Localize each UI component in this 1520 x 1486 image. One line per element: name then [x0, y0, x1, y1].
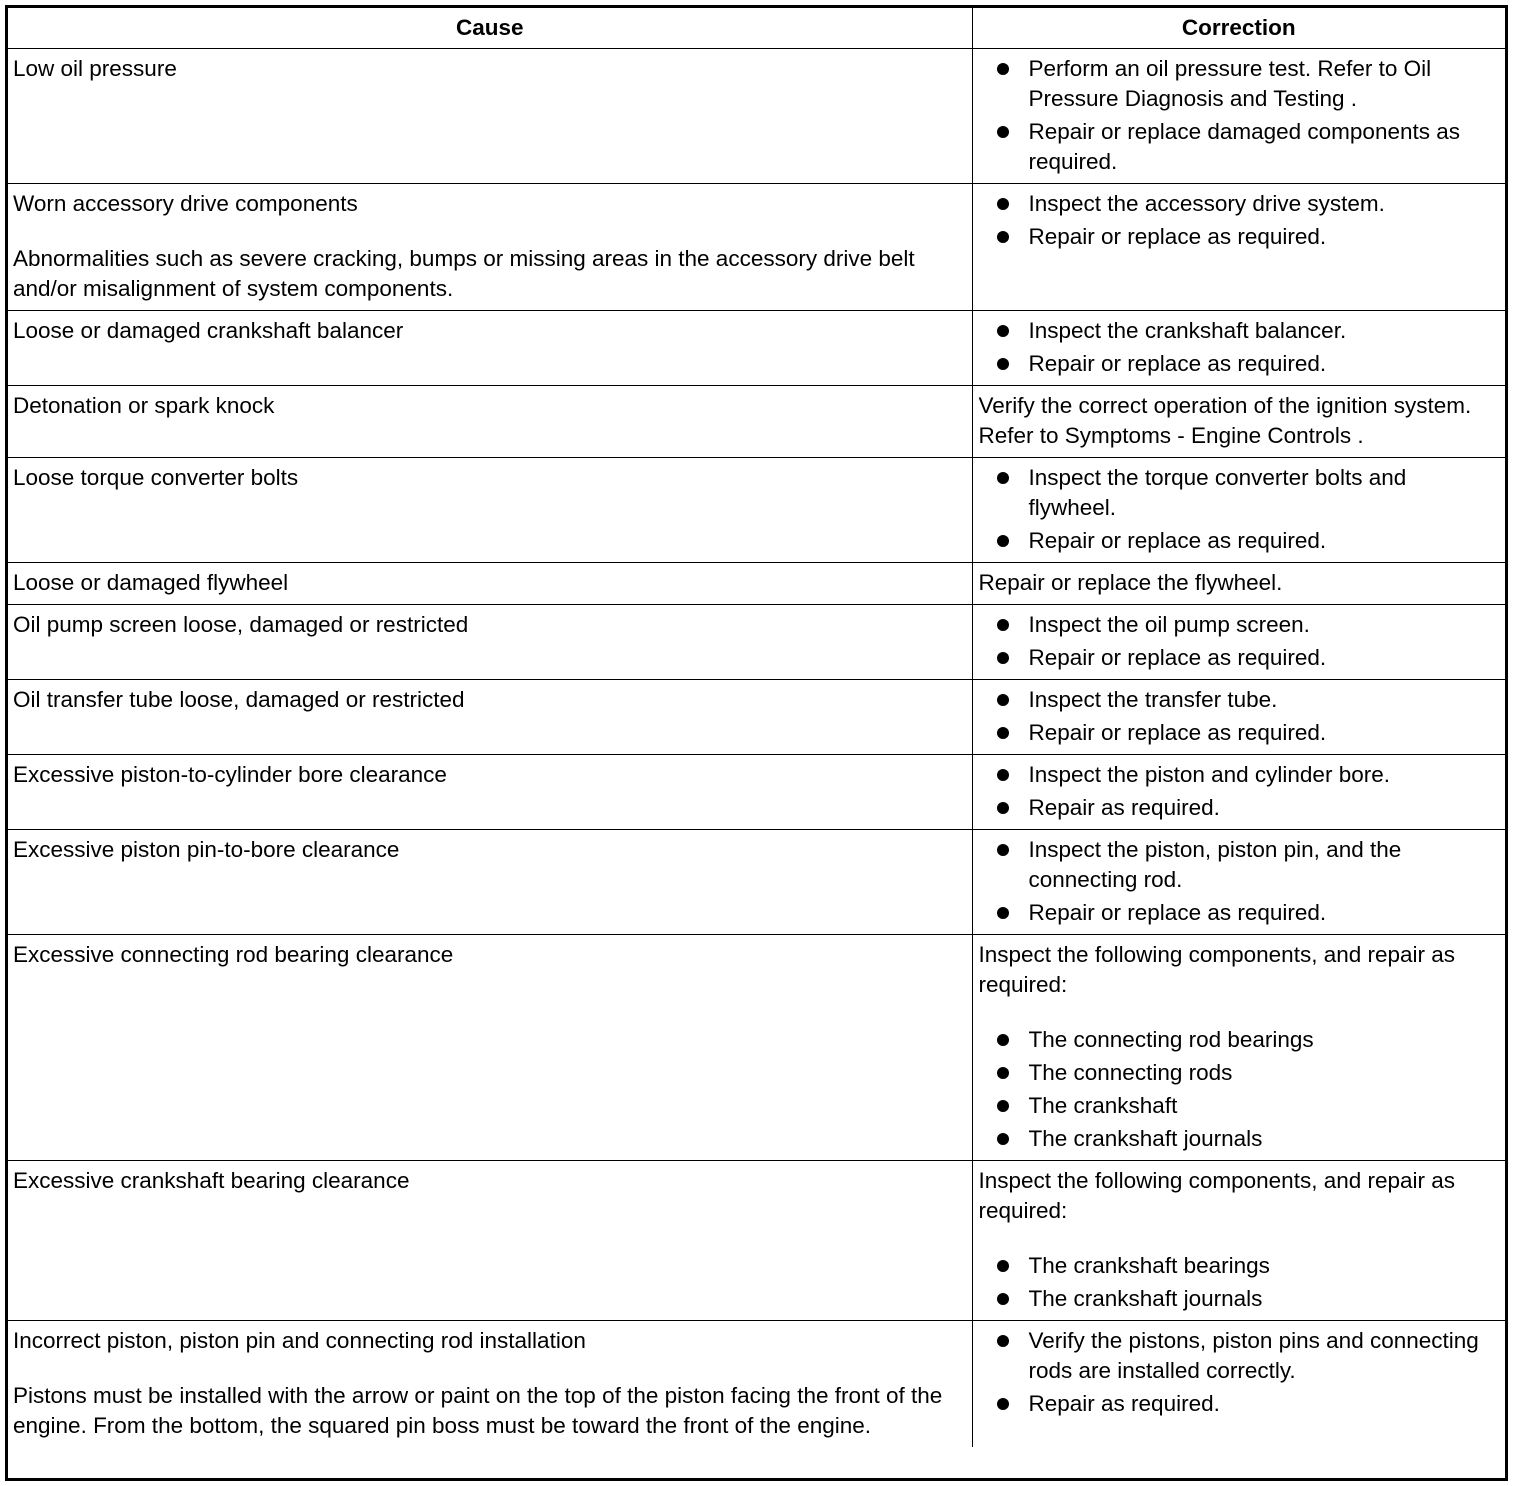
bullet-icon — [997, 1034, 1009, 1046]
list-item-text: Repair as required. — [1028, 795, 1220, 820]
diagnostic-table-frame — [5, 5, 1508, 1481]
list-item — [979, 685, 1500, 715]
list-item-text: Perform an oil pressure test. Refer to Oil Pressure Diagnosis and Testing . — [1028, 56, 1432, 111]
cause-title: Excessive crankshaft bearing clearance — [13, 1168, 410, 1193]
list-item-text: The crankshaft journals — [1028, 1286, 1263, 1311]
list-item — [979, 1058, 1500, 1088]
table-row — [8, 184, 1505, 311]
list-item — [979, 463, 1500, 523]
list-item — [979, 1251, 1500, 1281]
list-item — [979, 117, 1500, 177]
list-item-text: Inspect the piston, piston pin, and the connecting rod. — [1028, 837, 1402, 892]
list-item — [979, 1124, 1500, 1154]
cause-column-header: Cause — [8, 8, 972, 49]
list-item — [979, 760, 1500, 790]
correction-list — [979, 463, 1500, 556]
list-item-text: Repair or replace as required. — [1028, 645, 1327, 670]
table-row — [8, 1161, 1505, 1321]
list-item-text: The crankshaft journals — [1028, 1126, 1263, 1151]
correction-list — [979, 316, 1500, 379]
table-row — [8, 680, 1505, 755]
table-row — [8, 563, 1505, 605]
table-row — [8, 830, 1505, 935]
list-item — [979, 793, 1500, 823]
correction-cell — [972, 49, 1505, 184]
cause-cell — [8, 935, 972, 1161]
cause-title: Excessive piston pin-to-bore clearance — [13, 837, 400, 862]
cause-cell — [8, 680, 972, 755]
table-row — [8, 755, 1505, 830]
cause-title: Loose torque converter bolts — [13, 465, 299, 490]
correction-text: Inspect the following components, and repair as required: — [978, 1168, 1456, 1223]
bullet-icon — [997, 1335, 1009, 1347]
correction-list — [979, 610, 1500, 673]
correction-cell — [972, 1161, 1505, 1321]
correction-cell — [972, 680, 1505, 755]
list-item-text: Repair or replace damaged components as required. — [1028, 119, 1460, 174]
correction-list — [979, 835, 1500, 928]
diagnostic-table — [8, 8, 1505, 1447]
list-item-text: Inspect the torque converter bolts and flywheel. — [1028, 465, 1407, 520]
list-item — [979, 349, 1500, 379]
bullet-icon — [997, 727, 1009, 739]
list-item-text: Inspect the oil pump screen. — [1028, 612, 1310, 637]
bullet-icon — [997, 358, 1009, 370]
cause-title: Excessive piston-to-cylinder bore clearance — [13, 762, 447, 787]
list-item — [979, 1284, 1500, 1314]
list-item — [979, 189, 1500, 219]
cause-note: Pistons must be installed with the arrow or paint on the top of the piston facing the front of the engine. From the bottom, the squared pin boss must be toward the front of the engine. — [13, 1383, 943, 1438]
cause-title: Low oil pressure — [13, 56, 177, 81]
table-row — [8, 1321, 1505, 1448]
list-item — [979, 835, 1500, 895]
bullet-icon — [997, 652, 1009, 664]
list-item-text: Repair or replace as required. — [1028, 351, 1327, 376]
bullet-icon — [997, 1398, 1009, 1410]
list-item-text: Inspect the piston and cylinder bore. — [1028, 762, 1390, 787]
bullet-icon — [997, 907, 1009, 919]
bullet-icon — [997, 231, 1009, 243]
list-item — [979, 610, 1500, 640]
correction-cell — [972, 184, 1505, 311]
cause-title: Incorrect piston, piston pin and connecting rod installation — [13, 1328, 586, 1353]
correction-cell — [972, 605, 1505, 680]
cause-cell — [8, 563, 972, 605]
list-item-text: Inspect the crankshaft balancer. — [1028, 318, 1347, 343]
correction-list — [979, 54, 1500, 177]
list-item-text: Repair or replace as required. — [1028, 224, 1327, 249]
list-item-text: Inspect the transfer tube. — [1028, 687, 1278, 712]
list-item — [979, 643, 1500, 673]
bullet-icon — [997, 1260, 1009, 1272]
list-item-text: Repair or replace as required. — [1028, 900, 1327, 925]
cause-cell — [8, 386, 972, 458]
list-item — [979, 526, 1500, 556]
correction-list — [979, 1251, 1500, 1314]
cause-cell — [8, 830, 972, 935]
list-item — [979, 1025, 1500, 1055]
table-row — [8, 458, 1505, 563]
correction-cell — [972, 311, 1505, 386]
list-item-text: Repair or replace as required. — [1028, 720, 1327, 745]
correction-list — [979, 1326, 1500, 1419]
cause-cell — [8, 458, 972, 563]
table-row — [8, 605, 1505, 680]
cause-title: Detonation or spark knock — [13, 393, 275, 418]
list-item — [979, 222, 1500, 252]
bullet-icon — [997, 619, 1009, 631]
cause-title: Loose or damaged flywheel — [13, 570, 289, 595]
cause-title: Loose or damaged crankshaft balancer — [13, 318, 404, 343]
bullet-icon — [997, 844, 1009, 856]
correction-list — [979, 760, 1500, 823]
list-item-text: The connecting rod bearings — [1028, 1027, 1314, 1052]
list-item-text: Repair or replace as required. — [1028, 528, 1327, 553]
correction-cell — [972, 755, 1505, 830]
table-row — [8, 49, 1505, 184]
correction-column-header: Correction — [972, 8, 1505, 49]
list-item — [979, 898, 1500, 928]
list-item-text: Inspect the accessory drive system. — [1028, 191, 1385, 216]
correction-cell — [972, 458, 1505, 563]
cause-cell — [8, 1321, 972, 1448]
correction-cell — [972, 386, 1505, 458]
list-item-text: The connecting rods — [1028, 1060, 1233, 1085]
bullet-icon — [997, 802, 1009, 814]
correction-text: Verify the correct operation of the ignition system. Refer to Symptoms - Engine Controls . — [978, 393, 1472, 448]
table-row — [8, 386, 1505, 458]
bullet-icon — [997, 325, 1009, 337]
list-item — [979, 718, 1500, 748]
bullet-icon — [997, 126, 1009, 138]
cause-cell — [8, 605, 972, 680]
list-item — [979, 1326, 1500, 1386]
correction-cell — [972, 563, 1505, 605]
cause-title: Excessive connecting rod bearing clearance — [13, 942, 454, 967]
list-item — [979, 54, 1500, 114]
bullet-icon — [997, 1133, 1009, 1145]
list-item-text: Verify the pistons, piston pins and connecting rods are installed correctly. — [1028, 1328, 1479, 1383]
cause-cell — [8, 1161, 972, 1321]
table-row — [8, 935, 1505, 1161]
cause-cell — [8, 755, 972, 830]
correction-text: Inspect the following components, and repair as required: — [978, 942, 1456, 997]
correction-cell — [972, 830, 1505, 935]
bullet-icon — [997, 1067, 1009, 1079]
cause-title: Oil pump screen loose, damaged or restricted — [13, 612, 469, 637]
list-item — [979, 316, 1500, 346]
correction-cell — [972, 1321, 1505, 1448]
table-row — [8, 311, 1505, 386]
bullet-icon — [997, 1293, 1009, 1305]
cause-cell — [8, 49, 972, 184]
cause-cell — [8, 311, 972, 386]
bullet-icon — [997, 694, 1009, 706]
cause-title: Worn accessory drive components — [13, 191, 358, 216]
list-item — [979, 1389, 1500, 1419]
list-item-text: Repair as required. — [1028, 1391, 1220, 1416]
cause-title: Oil transfer tube loose, damaged or restricted — [13, 687, 465, 712]
correction-cell — [972, 935, 1505, 1161]
bullet-icon — [997, 63, 1009, 75]
list-item-text: The crankshaft bearings — [1028, 1253, 1270, 1278]
bullet-icon — [997, 535, 1009, 547]
bullet-icon — [997, 198, 1009, 210]
bullet-icon — [997, 472, 1009, 484]
bullet-icon — [997, 1100, 1009, 1112]
correction-list — [979, 685, 1500, 748]
bullet-icon — [997, 769, 1009, 781]
list-item — [979, 1091, 1500, 1121]
correction-list — [979, 1025, 1500, 1154]
correction-list — [979, 189, 1500, 252]
cause-cell — [8, 184, 972, 311]
cause-note: Abnormalities such as severe cracking, bumps or missing areas in the accessory drive belt and/or misalignment of system components. — [13, 246, 915, 301]
table-header-row — [8, 8, 1505, 49]
list-item-text: The crankshaft — [1028, 1093, 1178, 1118]
correction-text: Repair or replace the flywheel. — [978, 570, 1283, 595]
